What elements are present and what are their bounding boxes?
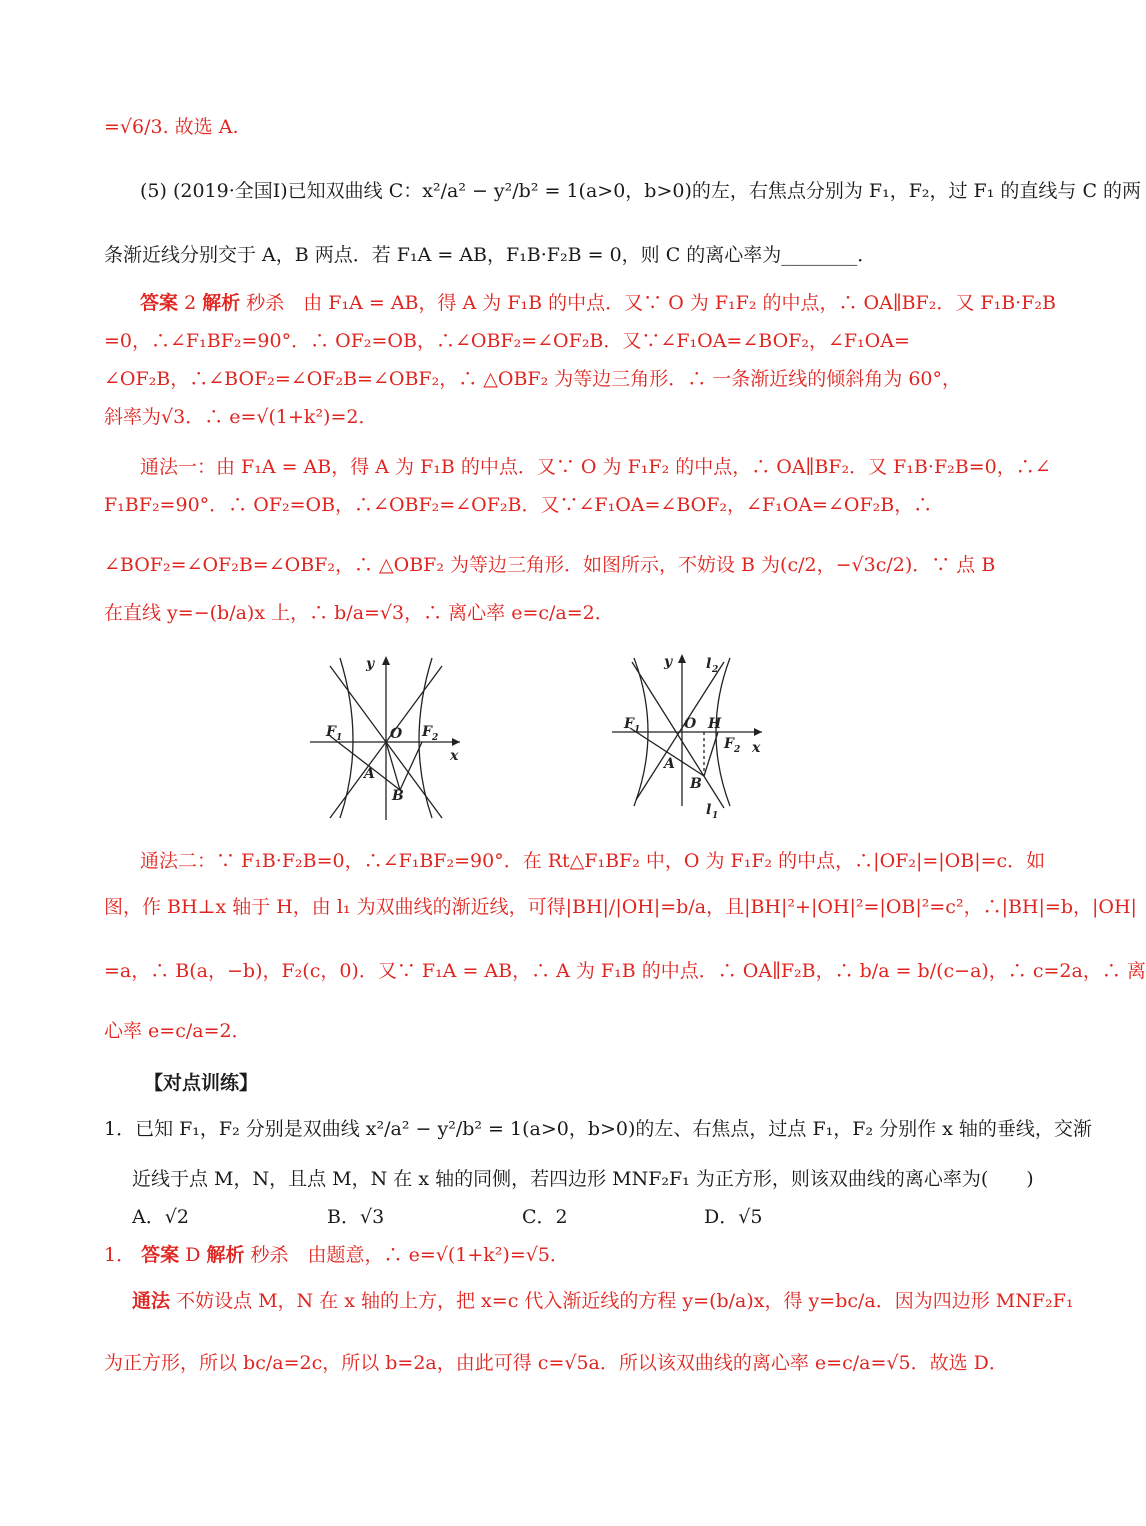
exercise-1-line-2: 近线于点 M，N，且点 M，N 在 x 轴的同侧，若四边形 MNF₂F₁ 为正方形，则该双曲线的离心率为( ) — [132, 1168, 1034, 1190]
exercise-1-answer-line-1 — [104, 1240, 980, 1270]
answer-tag: 答案 — [140, 292, 179, 314]
line-f2-b-2 — [704, 732, 718, 776]
section-heading: 【对点训练】 — [144, 1072, 259, 1094]
answer-line-3: ∠OF₂B，∴∠BOF₂=∠OF₂B=∠OBF₂，∴ △OBF₂ 为等边三角形．∴ 一条渐近线的倾斜角为 60°， — [104, 368, 962, 390]
option-b: B．√3 — [327, 1206, 385, 1228]
x-arrow-2 — [754, 728, 762, 736]
y-arrow-2 — [678, 654, 686, 663]
analysis-text: 秒杀 由 F₁A = AB，得 A 为 F₁B 的中点．又∵ O 为 F₁F₂ 的中点，∴ OA∥BF₂．又 F₁B·F₂B — [246, 292, 1056, 314]
label-o-1: O — [390, 726, 403, 742]
method1-line-4: 在直线 y=−(b/a)x 上，∴ b/a=√3，∴ 离心率 e=c/a=2． — [104, 602, 614, 624]
label-f2-sub-1: 2 — [432, 733, 439, 743]
label-f1-2: F — [624, 716, 634, 732]
method1-line-1: 通法一：由 F₁A = AB，得 A 为 F₁B 的中点．又∵ O 为 F₁F₂ 的中点，∴ OA∥BF₂．又 F₁B·F₂B=0，∴∠ — [140, 456, 1051, 478]
label-f1-sub-1: 1 — [336, 733, 343, 743]
exercise-1-answer-line-2 — [132, 1286, 1074, 1316]
label-h-2: H — [708, 716, 722, 732]
label-f2-1: F — [422, 724, 432, 740]
answer1-value: D — [185, 1244, 201, 1266]
label-l2: l — [706, 656, 712, 672]
line-1: =√6/3. 故选 A. — [104, 116, 239, 138]
label-a-1: A — [364, 766, 375, 782]
option-a: A．√2 — [132, 1206, 189, 1228]
answer-line-2: =0，∴∠F₁BF₂=90°．∴ OF₂=OB，∴∠OBF₂=∠OF₂B．又∵∠F₁OA=∠BOF₂，∠F₁OA= — [104, 330, 910, 352]
label-b-1: B — [392, 788, 404, 804]
method2-line-2: 图，作 BH⊥x 轴于 H，由 l₁ 为双曲线的渐近线，可得|BH|/|OH|=b/a，且|BH|²+|OH|²=|OB|²=c²，∴|BH|=b，|OH| — [104, 896, 1137, 918]
problem-5-line-1: (5) (2019·全国Ⅰ)已知双曲线 C：x²/a² − y²/b² = 1(a>0，b>0)的左，右焦点分别为 F₁，F₂，过 F₁ 的直线与 C 的两 — [140, 180, 1142, 202]
answer-line-4: 斜率为√3．∴ e=√(1+k²)=2． — [104, 406, 378, 428]
label-x-1: x — [450, 748, 459, 764]
method-tag: 通法 — [132, 1290, 171, 1312]
label-a-2: A — [664, 756, 675, 772]
answer-line-1 — [140, 288, 1056, 318]
exercise-1-line-1: 1．已知 F₁，F₂ 分别是双曲线 x²/a² − y²/b² = 1(a>0，b>0)的左、右焦点，过点 F₁，F₂ 分别作 x 轴的垂线，交渐 — [104, 1118, 1092, 1140]
line-o-b-1 — [386, 742, 400, 790]
option-c: C．2 — [522, 1206, 568, 1228]
analysis-tag: 解析 — [202, 292, 241, 314]
method1-line-3: ∠BOF₂=∠OF₂B=∠OBF₂，∴ △OBF₂ 为等边三角形．如图所示，不妨设 B 为(c/2，−√3c/2)．∵ 点 B — [104, 554, 996, 576]
hyperbola-figure-2 — [612, 648, 772, 823]
method1-line-2: F₁BF₂=90°．∴ OF₂=OB，∴∠OBF₂=∠OF₂B．又∵∠F₁OA=∠BOF₂，∠F₁OA=∠OF₂B，∴ — [104, 494, 933, 516]
label-l2-sub: 2 — [712, 665, 719, 675]
label-f2-2: F — [724, 736, 734, 752]
label-o-2: O — [684, 716, 697, 732]
method2-line-1: 通法二：∵ F₁B·F₂B=0，∴∠F₁BF₂=90°．在 Rt△F₁BF₂ 中，O 为 F₁F₂ 的中点，∴|OF₂|=|OB|=c．如 — [140, 850, 1046, 872]
problem-5-line-2: 条渐近线分别交于 A，B 两点．若 F₁A = AB，F₁B·F₂B = 0，则 C 的离心率为________． — [104, 244, 877, 266]
label-b-2: B — [690, 776, 702, 792]
x-arrow-1 — [452, 738, 460, 746]
method2-line-3: =a，∴ B(a，−b)，F₂(c，0)．又∵ F₁A = AB，∴ A 为 F₁B 的中点．∴ OA∥F₂B，∴ b/a = b/(c−a)，∴ c=2a，∴ 离 — [104, 960, 1146, 982]
label-f2-sub-2: 2 — [734, 745, 741, 755]
exercise-1-options — [132, 1202, 980, 1232]
label-l1: l — [706, 802, 712, 818]
answer1-number: 1． — [104, 1244, 136, 1266]
label-y-2: y — [664, 654, 673, 670]
y-arrow-1 — [382, 656, 390, 665]
label-f1-sub-2: 1 — [634, 725, 641, 735]
label-f1-1: F — [326, 724, 336, 740]
method2-line-4: 心率 e=c/a=2． — [104, 1020, 251, 1042]
answer1-tag: 答案 — [141, 1244, 180, 1266]
label-y-1: y — [366, 656, 375, 672]
analysis1-tag: 解析 — [206, 1244, 245, 1266]
option-d: D．√5 — [704, 1206, 763, 1228]
hyperbola-figure-1 — [310, 648, 470, 823]
answer-value: 2 — [184, 292, 197, 314]
label-x-2: x — [752, 740, 761, 756]
analysis1-text: 秒杀 由题意，∴ e=√(1+k²)=√5． — [250, 1244, 569, 1266]
method-text: 不妨设点 M，N 在 x 轴的上方，把 x=c 代入渐近线的方程 y=(b/a)x，得 y=bc/a．因为四边形 MNF₂F₁ — [176, 1290, 1074, 1312]
exercise-1-answer-line-3: 为正方形，所以 bc/a=2c，所以 b=2a，由此可得 c=√5a．所以该双曲线的离心率 e=c/a=√5．故选 D． — [104, 1352, 1008, 1374]
label-l1-sub: 1 — [712, 811, 719, 821]
